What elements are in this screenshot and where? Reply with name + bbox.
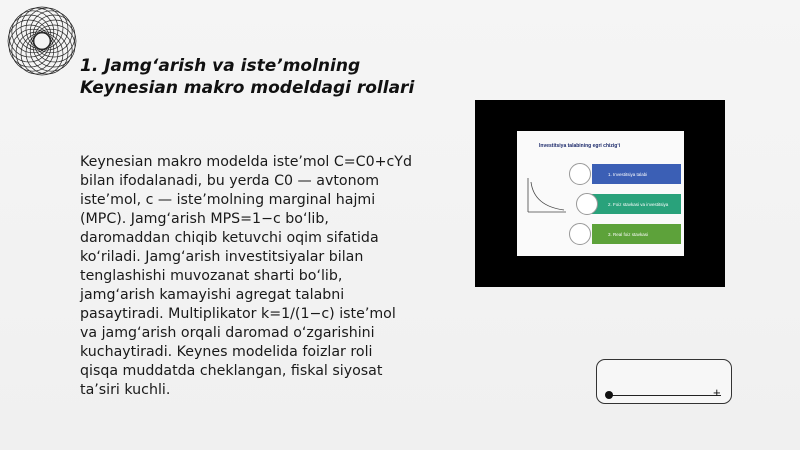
body-line: ko‘riladi. Jamg‘arish investitsiyalar bilan [80,249,364,265]
slide-title-line-1: 1. Jamg‘arish va iste’molning [80,56,361,76]
spirograph-logo-icon [5,4,79,78]
demand-curve-graph [524,176,568,216]
body-line: (MPC). Jamg‘arish MPS=1−c bo‘lib, [80,211,329,227]
body-line: iste’mol, c — iste’molning marginal hajmi [80,192,376,208]
body-line: pasaytiradi. Multiplikator k=1/(1−c) iste’mol [80,306,396,322]
video-thumb-circle-3 [569,223,591,245]
slider-knob-icon[interactable] [605,391,613,399]
slide-title-line-2: Keynesian makro modeldagi rollari [80,78,415,98]
seek-bar[interactable] [609,395,721,396]
body-line: jamg‘arish kamayishi agregat talabni [80,287,345,303]
video-thumb-circle-1 [569,163,591,185]
media-player-controls [596,359,732,404]
video-thumb-bar-1: 1. Investitsiya talabi [592,164,681,184]
body-line: ta’siri kuchli. [80,382,171,398]
body-line: tenglashishi muvozanat sharti bo‘lib, [80,268,343,284]
body-line: va jamg‘arish orqali daromad o‘zgarishini [80,325,375,341]
video-thumb-bar-3: 3. Real foiz stavkasi [592,224,681,244]
body-line: kuchaytiradi. Keynes modelida foizlar roli [80,344,373,360]
body-line: qisqa muddatda cheklangan, fiskal siyosat [80,363,383,379]
plus-icon[interactable]: + [713,385,721,400]
slide-body-text [80,153,415,400]
video-thumb-bar-2: 2. Foiz stavkasi va investitsiya [592,194,681,214]
video-thumb-title: Investitsiya talabining egri chizig‘i [539,143,621,149]
slide-title [80,55,460,99]
body-line: Keynesian makro modelda iste’mol C=C0+cYd [80,154,412,170]
body-line: bilan ifodalanadi, bu yerda C0 — avtonom [80,173,380,189]
video-thumb-circle-2 [576,193,598,215]
body-line: daromaddan chiqib ketuvchi oqim sifatida [80,230,379,246]
